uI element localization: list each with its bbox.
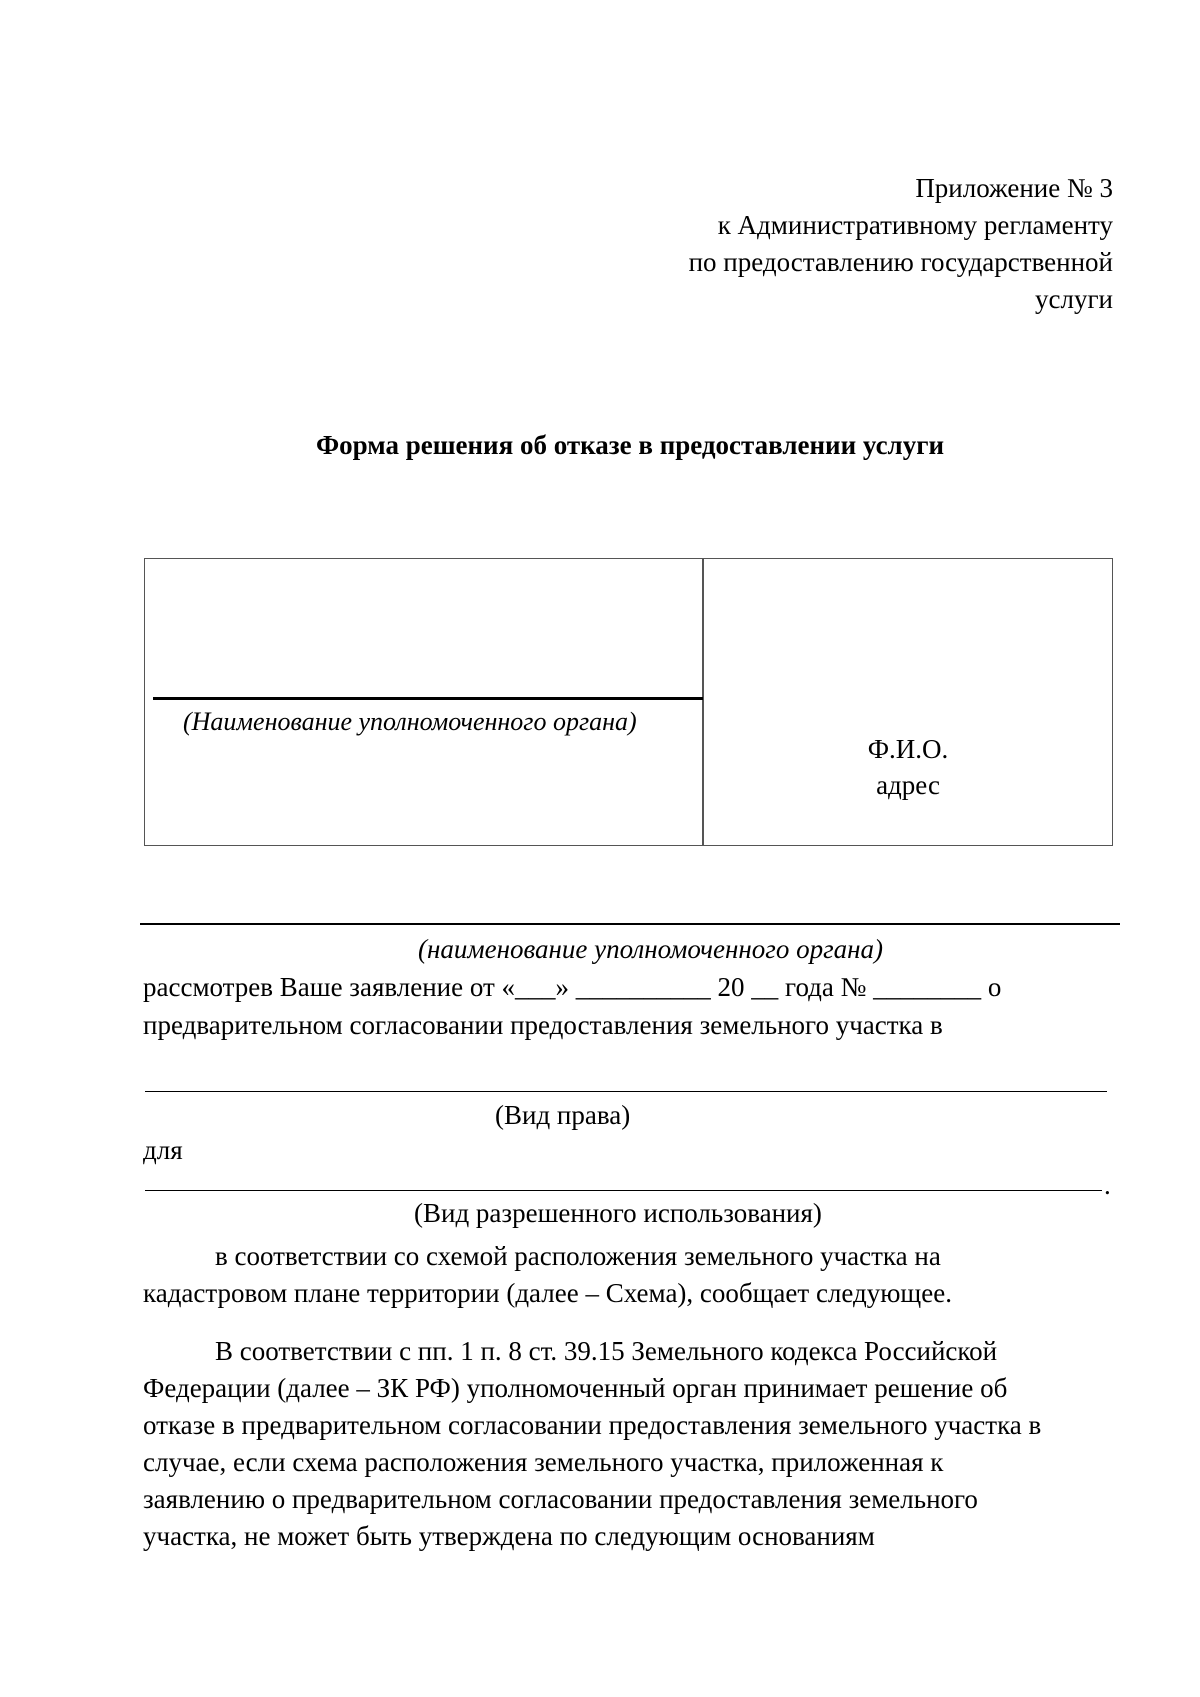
paragraph-line: в соответствии со схемой расположения земельного участка на bbox=[215, 1241, 941, 1271]
right-type-caption: (Вид права) bbox=[495, 1100, 631, 1130]
for-label: для bbox=[143, 1135, 183, 1165]
paragraph-line: участка, не может быть утверждена по следующим основаниям bbox=[143, 1521, 875, 1551]
authority-fill-line bbox=[140, 923, 1120, 925]
subject-line: предварительном согласовании предоставления земельного участка в bbox=[143, 1010, 943, 1040]
appendix-line: по предоставлению государственной bbox=[688, 247, 1113, 277]
application-line: рассмотрев Ваше заявление от «___» __________ 20 __ года № ________ о bbox=[143, 972, 1002, 1002]
use-type-end-mark: . bbox=[1104, 1170, 1111, 1200]
appendix-header bbox=[513, 170, 1113, 318]
recipient-block bbox=[703, 731, 1113, 803]
right-type-fill-line bbox=[145, 1091, 1107, 1092]
authority-caption: (наименование уполномоченного органа) bbox=[418, 934, 883, 964]
scheme-paragraph bbox=[143, 1238, 1113, 1312]
paragraph-line: кадастровом плане территории (далее – Схема), сообщает следующее. bbox=[143, 1278, 952, 1308]
form-title: Форма решения об отказе в предоставлении услуги bbox=[315, 430, 945, 460]
paragraph-line: В соответствии с пп. 1 п. 8 ст. 39.15 Земельного кодекса Российской bbox=[215, 1336, 998, 1366]
recipient-address: адрес bbox=[876, 770, 940, 800]
paragraph-line: Федерации (далее – ЗК РФ) уполномоченный орган принимает решение об bbox=[143, 1373, 1008, 1403]
appendix-line: к Административному регламенту bbox=[717, 210, 1113, 240]
authority-name-line bbox=[153, 697, 703, 700]
paragraph-line: заявлению о предварительном согласовании предоставления земельного bbox=[143, 1484, 978, 1514]
paragraph-line: случае, если схема расположения земельного участка, приложенная к bbox=[143, 1447, 944, 1477]
recipient-name: Ф.И.О. bbox=[867, 734, 949, 764]
legal-paragraph bbox=[143, 1333, 1113, 1555]
appendix-line: услуги bbox=[1035, 284, 1113, 314]
paragraph-line: отказе в предварительном согласовании предоставления земельного участка в bbox=[143, 1410, 1042, 1440]
authority-name-caption: (Наименование уполномоченного органа) bbox=[183, 707, 637, 736]
header-box bbox=[144, 558, 1113, 846]
use-type-fill-line bbox=[145, 1190, 1102, 1191]
use-type-caption: (Вид разрешенного использования) bbox=[414, 1198, 822, 1228]
appendix-line: Приложение № 3 bbox=[915, 173, 1113, 203]
